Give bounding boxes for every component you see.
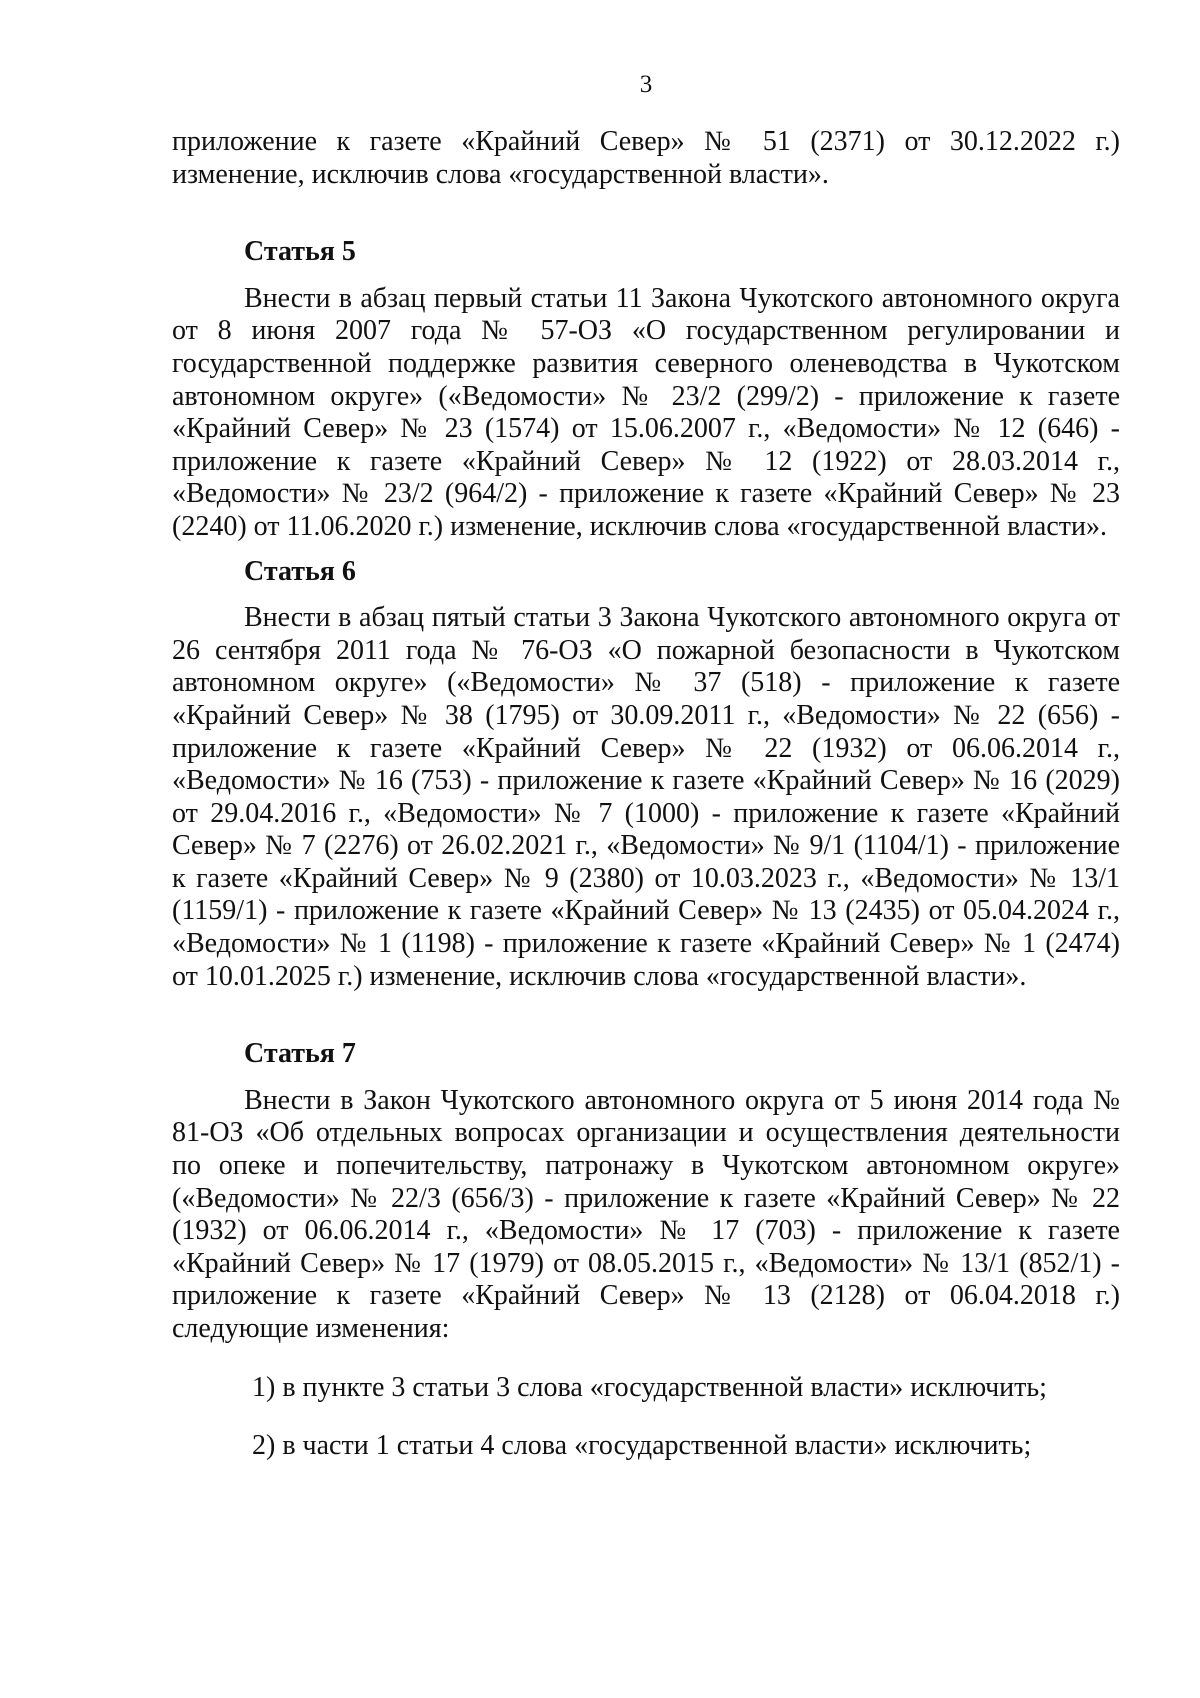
article-7-item-1: 1) в пункте 3 статьи 3 слова «государственной власти» исключить; (252, 1371, 1047, 1403)
page-number: 3 (639, 71, 653, 98)
article-7-item-2: 2) в части 1 статьи 4 слова «государственной власти» исключить; (252, 1430, 1032, 1462)
article-6-heading: Статья 6 (244, 555, 356, 587)
article-6-text: Внести в абзац пятый статьи 3 Закона Чукотского автономного округа от 26 сентября 2011 года № 76-ОЗ «О пожарной безопасности в Чукотском автономном округе» («Ведомости» № 37 (518) - приложение к газете «Крайний Север» № 38 (1795) от 30.09.2011 г., «Ведомости» № 22 (656) - приложение к газете «Крайний Север» № 22 (1932) от 06.06.2014 г., «Ведомости» № 16 (753) - приложение к газете «Крайний Север» № 16 (2029) от 29.04.2016 г., «Ведомости» № 7 (1000) - приложение к газете «Крайний Север» № 7 (2276) от 26.02.2021 г., «Ведомости» № 9/1 (1104/1) - приложение к газете «Крайний Север» № 9 (2380) от 10.03.2023 г., «Ведомости» № 13/1 (1159/1) - приложение к газете «Крайний Север» № 13 (2435) от 05.04.2024 г., «Ведомости» № 1 (1198) - приложение к газете «Крайний Север» № 1 (2474) от 10.01.2025 г.) изменение, исключив слова «государственной власти». (172, 602, 1120, 992)
article-7-text: Внести в Закон Чукотского автономного округа от 5 июня 2014 года № 81-ОЗ «Об отдельных вопросах организации и осуществления деятельности по опеке и попечительству, патронажу в Чукотском автономном округе» («Ведомости» № 22/3 (656/3) - приложение к газете «Крайний Север» № 22 (1932) от 06.06.2014 г., «Ведомости» № 17 (703) - приложение к газете «Крайний Север» № 17 (1979) от 08.05.2015 г., «Ведомости» № 13/1 (852/1) - приложение к газете «Крайний Север» № 13 (2128) от 06.04.2018 г.) следующие изменения: (172, 1084, 1120, 1344)
article-5-text: Внести в абзац первый статьи 11 Закона Чукотского автономного округа от 8 июня 2007 года № 57-ОЗ «О государственном регулировании и государственной поддержке развития северного оленеводства в Чукотском автономном округе» («Ведомости» № 23/2 (299/2) - приложение к газете «Крайний Север» № 23 (1574) от 15.06.2007 г., «Ведомости» № 12 (646) - приложение к газете «Крайний Север» № 12 (1922) от 28.03.2014 г., «Ведомости» № 23/2 (964/2) - приложение к газете «Крайний Север» № 23 (2240) от 11.06.2020 г.) изменение, исключив слова «государственной власти». (172, 282, 1120, 542)
article-5-heading: Статья 5 (244, 236, 356, 268)
document-page (172, 0, 1120, 1698)
document-body (172, 126, 1120, 1463)
intro-paragraph: приложение к газете «Крайний Север» № 51 (2371) от 30.12.2022 г.) изменение, исключив слова «государственной власти». (172, 126, 1120, 190)
article-7-heading: Статья 7 (244, 1038, 356, 1070)
